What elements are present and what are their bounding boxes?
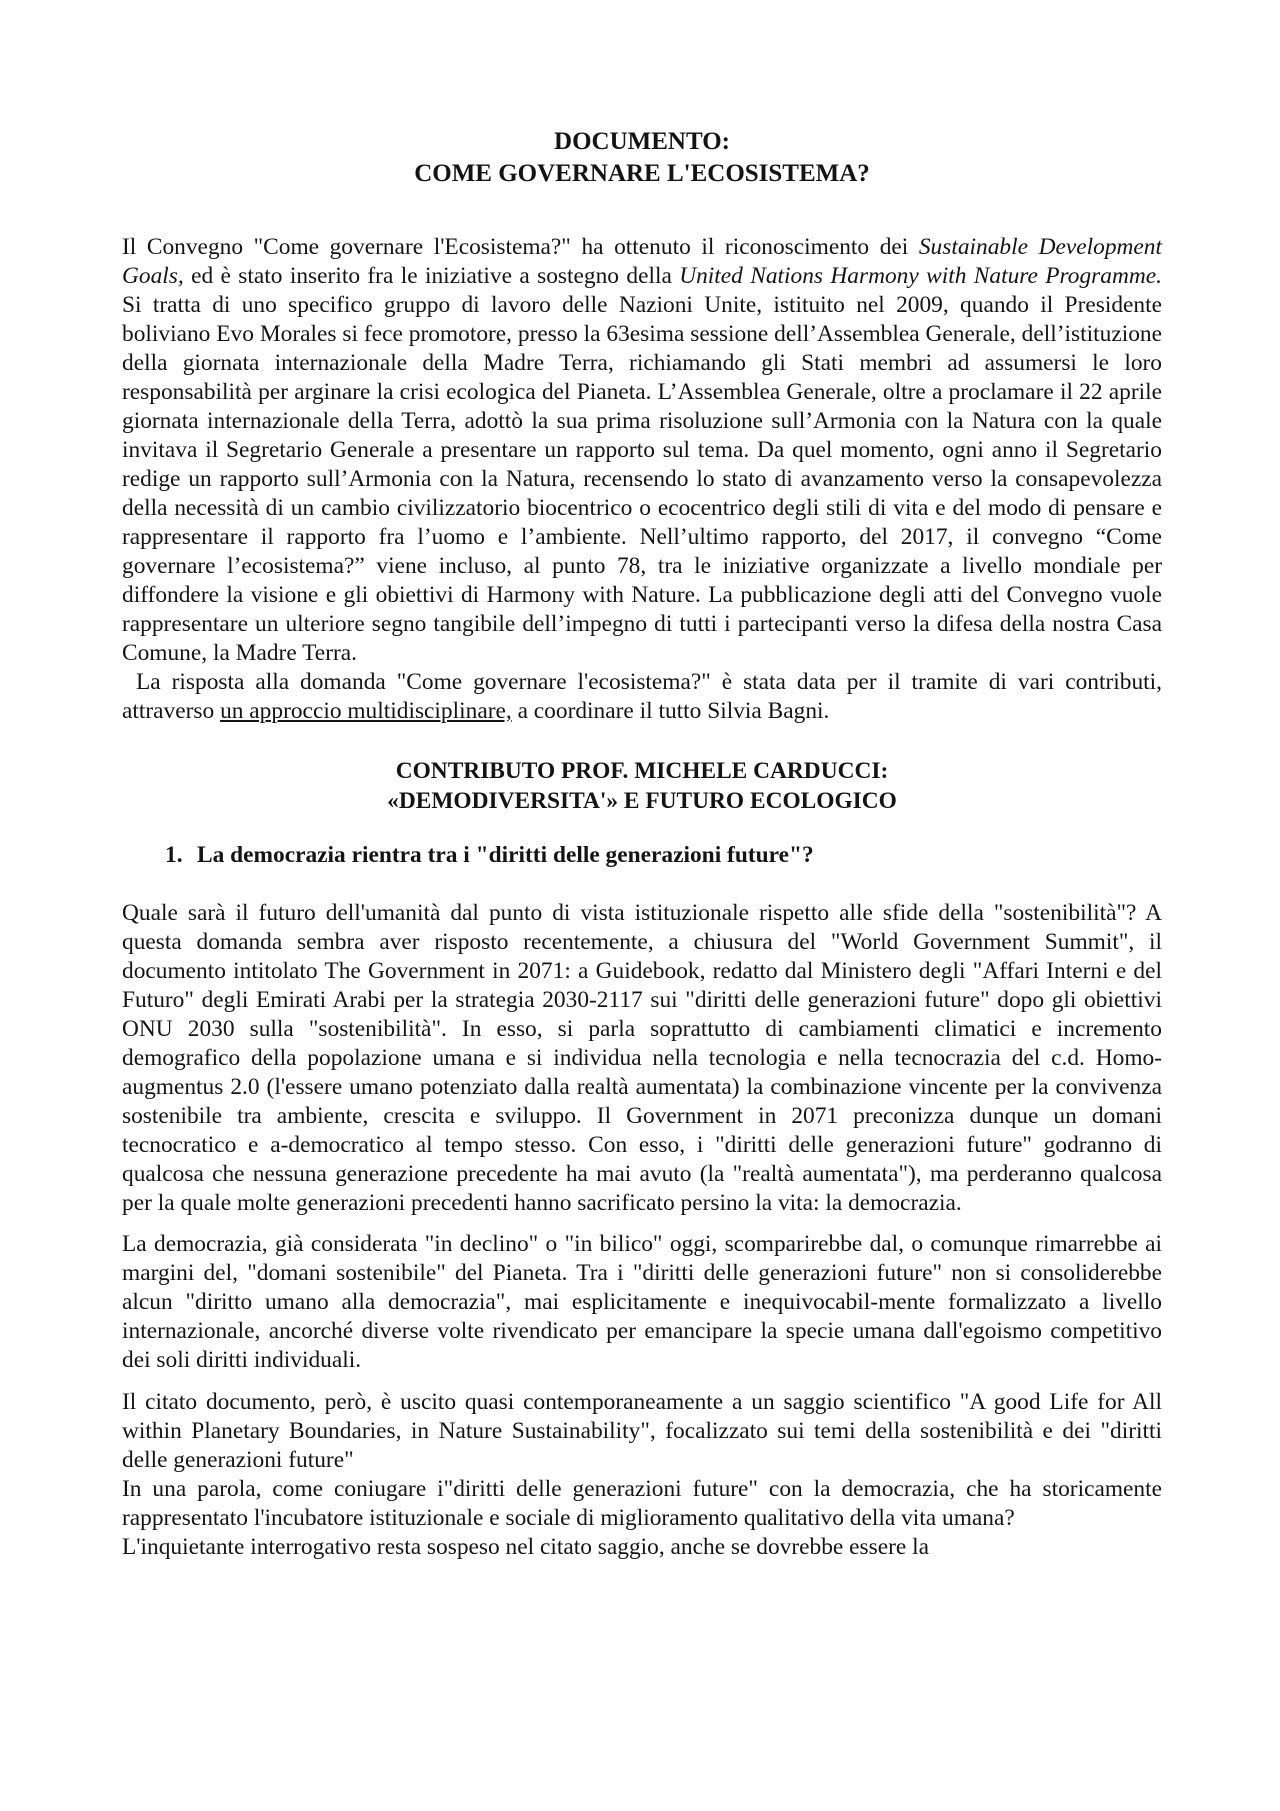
section-1-number: 1. <box>165 842 183 868</box>
body-paragraph-5: L'inquietante interrogativo resta sospeso nel citato saggio, anche se dovrebbe essere la <box>122 1534 930 1560</box>
intro-text-3: Si tratta di uno specifico gruppo di lavoro delle Nazioni Unite, istituito nel 2009, quando il Presidente boliviano Evo Morales si fece promotore, presso la 63esima sessione dell’Assemblea Generale, dell’istituzione della giornata internazionale della Madre Terra, richiamando gli Stati membri ad assumersi le loro responsabilità per arginare la crisi ecologica del Pianeta. L’Assemblea Generale, oltre a proclamare il 22 aprile giornata internazionale della Terra, adottò la sua prima risoluzione sull’Armonia con la Natura con la quale invitava il Segretario Generale a presentare un rapporto sul tema. Da quel momento, ogni anno il Segretario redige un rapporto sull’Armonia con la Natura, recensendo lo stato di avanzamento verso la consapevolezza della necessità di un cambio civilizzatorio biocentrico o ecocentrico degli stili di vita e del modo di pensare e rappresentare il rapporto fra l’uomo e l’ambiente. Nell’ultimo rapporto, del 2017, il convegno “Come governare l’ecosistema?” viene incluso, al punto 78, tra le iniziative organizzate a livello mondiale per diffondere la visione e gli obiettivi di Harmony with Nature. La pubblicazione degli atti del Convegno vuole rappresentare un ulteriore segno tangibile dell’impegno di tutti i partecipanti verso la difesa della nostra Casa Comune, la Madre Terra. <box>122 292 1162 666</box>
body-paragraph-2: La democrazia, già considerata "in declino" o "in bilico" oggi, scomparirebbe dal, o comunque rimarrebbe ai margini del, "domani sostenibile" del Pianeta. Tra i "diritti delle generazioni future" non si consoliderebbe alcun "diritto umano alla democrazia", mai esplicitamente e inequivocabil-mente formalizzato a livello internazionale, ancorché diverse volte rivendicato per emancipare la specie umana dall'egoismo competitivo dei soli diritti individuali. <box>122 1231 1162 1373</box>
body-paragraph-4: In una parola, come coniugare i"diritti delle generazioni future" con la democrazia, che ha storicamente rappresentato l'incubatore istituzionale e sociale di miglioramento qualitativo della vita umana? <box>122 1476 1162 1531</box>
intro-text-2: ed è stato inserito fra le iniziative a sostegno della <box>183 263 680 289</box>
contribution-title <box>122 756 1162 816</box>
intro-italic-sdg: Sustainable Development Goals, <box>122 234 1162 289</box>
contribution-line-1: CONTRIBUTO PROF. MICHELE CARDUCCI: <box>395 758 889 784</box>
intro-text-1: Il Convegno "Come governare l'Ecosistema?" ha ottenuto il riconoscimento dei <box>122 234 919 260</box>
body-paragraph-1: Quale sarà il futuro dell'umanità dal punto di vista istituzionale rispetto alle sfide della "sostenibilità"? A questa domanda sembra aver risposto recentemente, a chiusura del "World Government Summit", il documento intitolato The Government in 2071: a Guidebook, redatto dal Ministero degli "Affari Interni e del Futuro" degli Emirati Arabi per la strategia 2030-2117 sui "diritti delle generazioni future" dopo gli obiettivi ONU 2030 sulla "sostenibilità". In esso, si parla soprattutto di cambiamenti climatici e incremento demografico della popolazione umana e si individua nella tecnologia e nella tecnocrazia del c.d. Homo-augmentus 2.0 (l'essere umano potenziato dalla realtà aumentata) la combinazione vincente per la convivenza sostenibile tra ambiente, crescita e sviluppo. Il Government in 2071 preconizza dunque un domani tecnocratico e a-democratico al tempo stesso. Con esso, i "diritti delle generazioni future" godranno di qualcosa che nessuna generazione precedente ha mai avuto (la "realtà aumentata"), ma perderanno qualcosa per la quale molte generazioni precedenti hanno sacrificato persino la vita: la democrazia. <box>122 900 1162 1216</box>
response-paragraph <box>122 668 1162 726</box>
intro-italic-harmony: United Nations Harmony with Nature Programme. <box>679 263 1162 289</box>
document-title <box>122 126 1162 190</box>
intro-paragraph <box>122 233 1162 668</box>
title-line-1: DOCUMENTO: <box>554 128 730 155</box>
section-1-title: La democrazia rientra tra i "diritti delle generazioni future"? <box>197 842 814 868</box>
title-line-2: COME GOVERNARE L'ECOSISTEMA? <box>414 160 870 187</box>
contribution-line-2: «DEMODIVERSITA'» E FUTURO ECOLOGICO <box>387 788 897 814</box>
section-1-heading <box>122 840 1162 870</box>
response-text-2: a coordinare il tutto Silvia Bagni. <box>511 698 830 724</box>
document-page <box>122 126 1162 1562</box>
response-text-1: La risposta alla domanda "Come governare l'ecosistema?" è stata data per il tramite di vari contributi, attraverso <box>122 669 1162 724</box>
body-paragraph-3: Il citato documento, però, è uscito quasi contemporaneamente a un saggio scientifico "A good Life for All within Planetary Boundaries, in Nature Sustainability", focalizzato sui temi della sostenibilità e dei "diritti delle generazioni future" <box>122 1389 1162 1473</box>
multidisciplinary-underlined: un approccio multidisciplinare, <box>220 698 512 724</box>
